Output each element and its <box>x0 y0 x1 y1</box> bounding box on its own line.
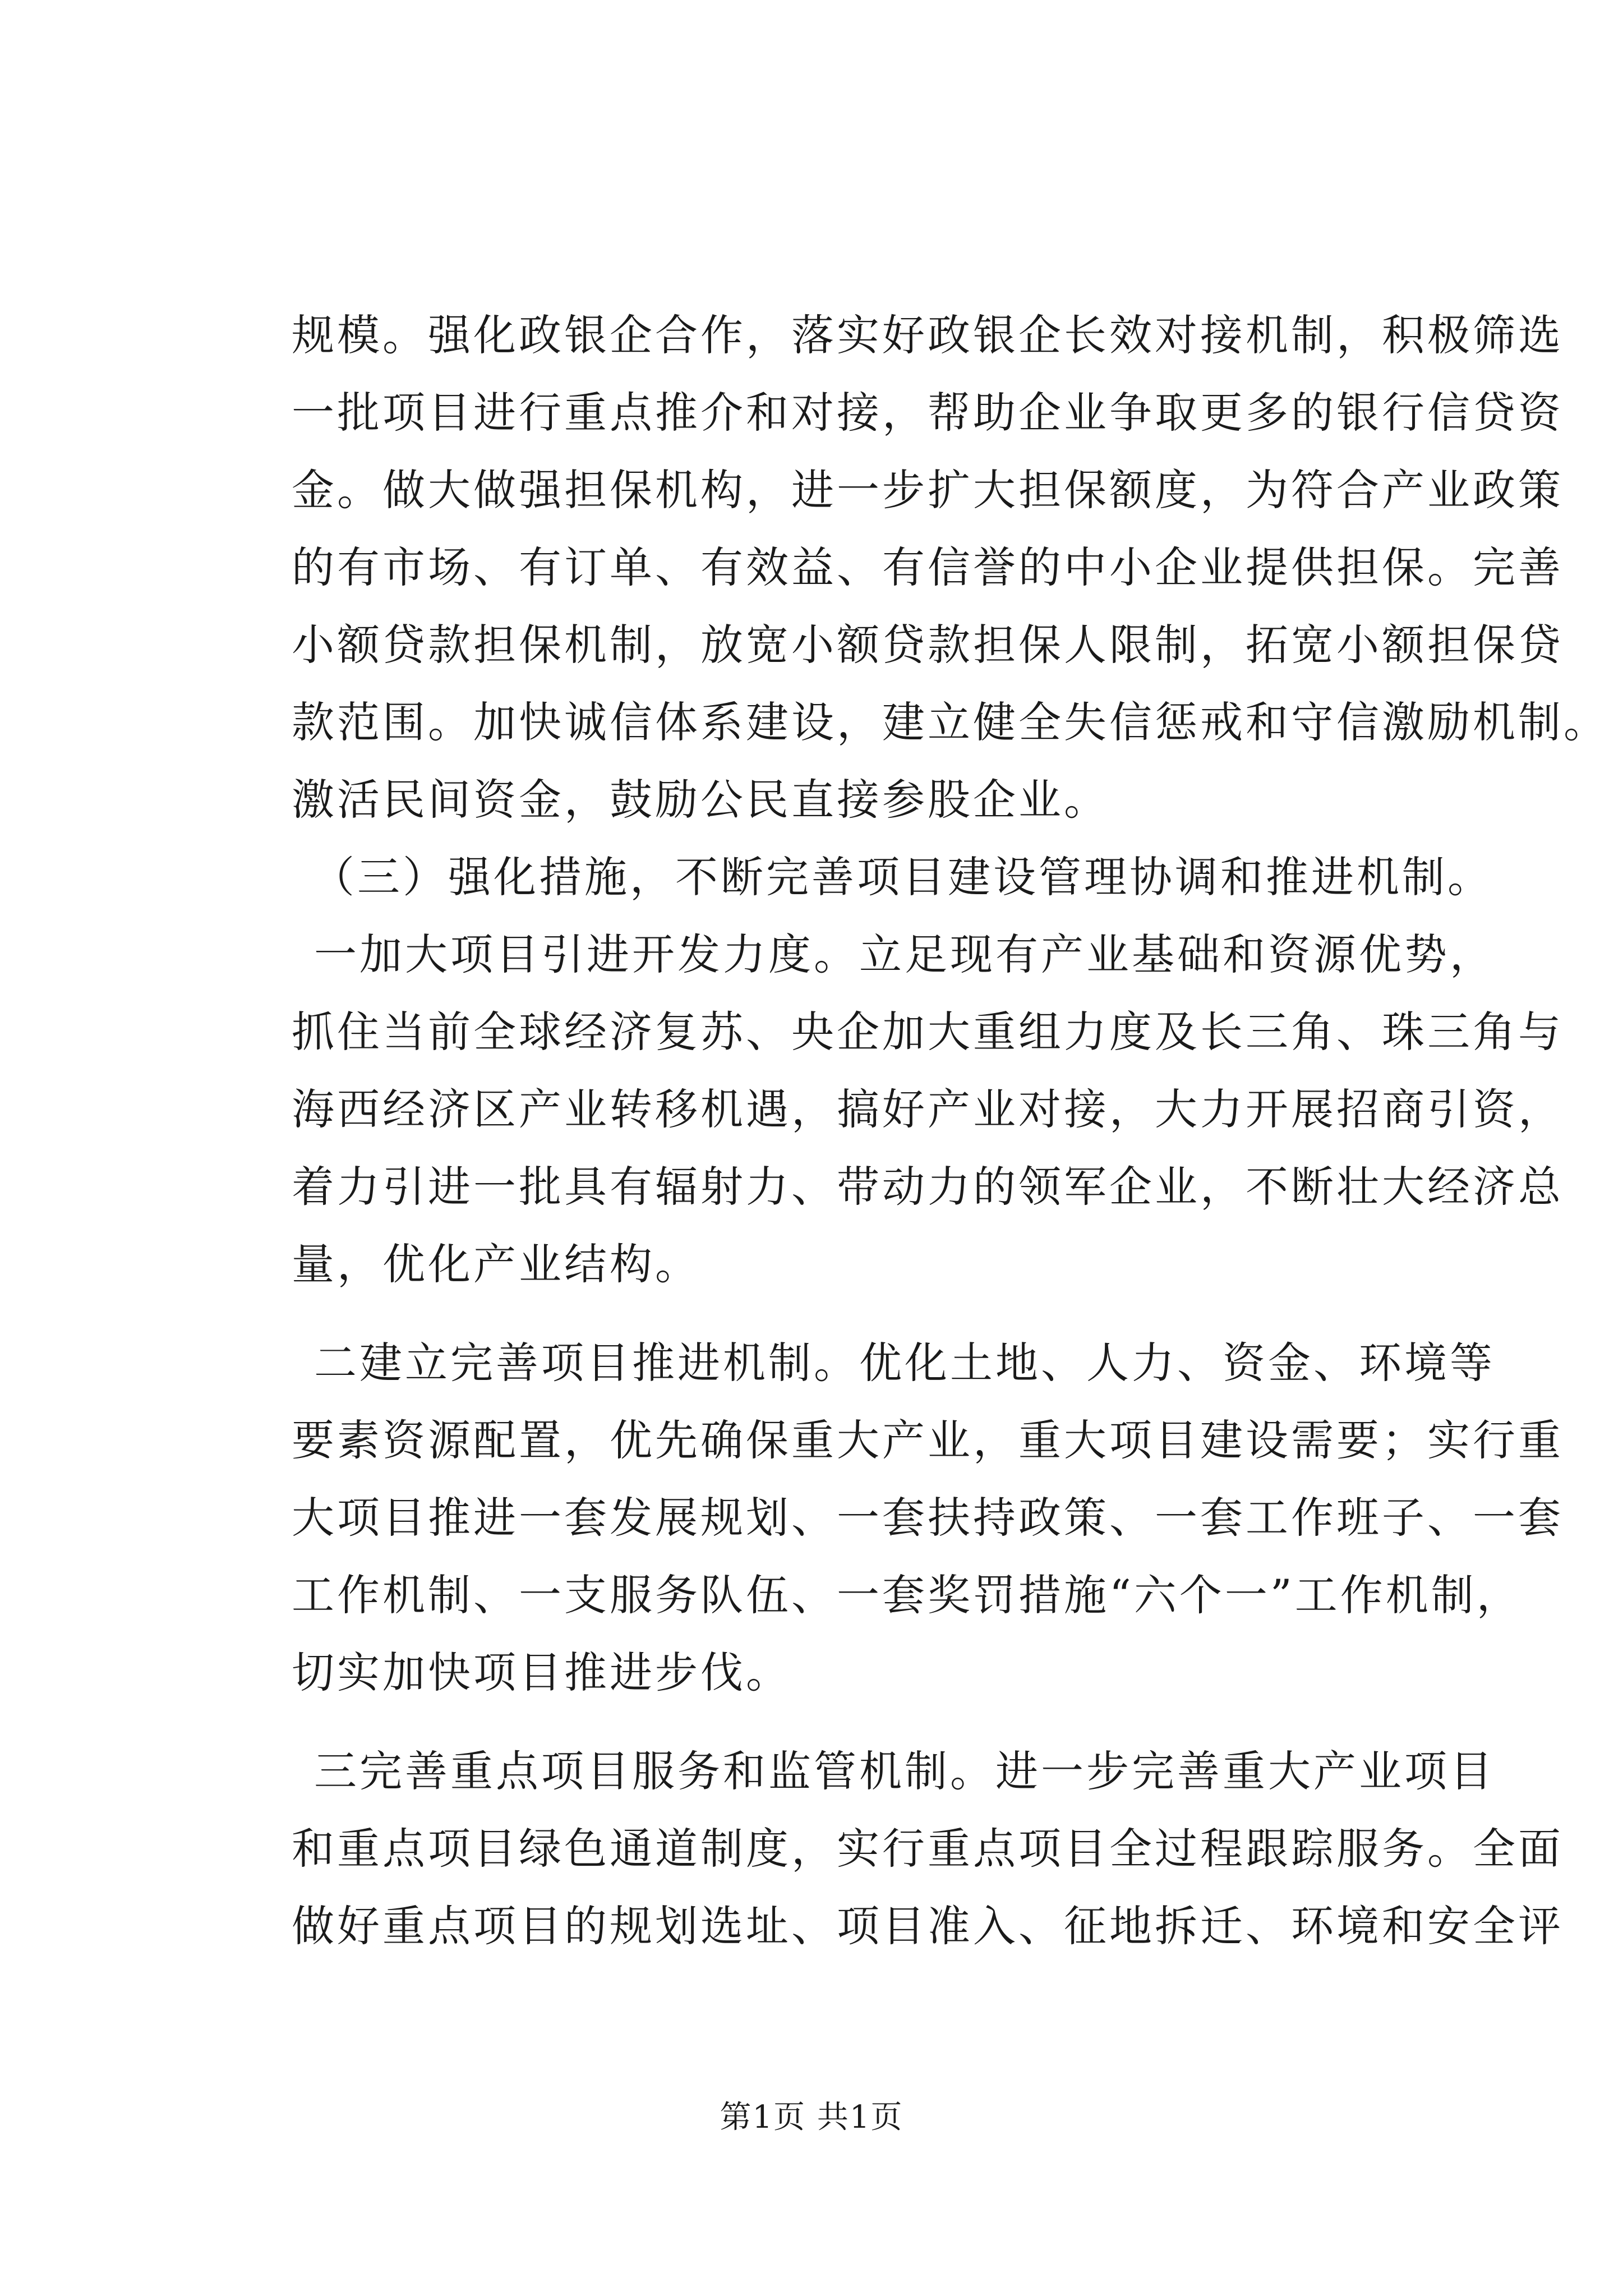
body-text-line: 三完善重点项目服务和监管机制。进一步完善重大产业项目 <box>314 1746 1495 1796</box>
body-text-line: 抓住当前全球经济复苏、央企加大重组力度及长三角、珠三角与 <box>292 1007 1564 1057</box>
body-text-line: 和重点项目绿色通道制度，实行重点项目全过程跟踪服务。全面 <box>292 1824 1564 1874</box>
body-text-line: 一批项目进行重点推介和对接，帮助企业争取更多的银行信贷资 <box>292 388 1564 438</box>
body-text-line: 规模。强化政银企合作，落实好政银企长效对接机制，积极筛选 <box>292 310 1564 360</box>
body-text-line: 大项目推进一套发展规划、一套扶持政策、一套工作班子、一套 <box>292 1493 1564 1543</box>
body-text-line: 切实加快项目推进步伐。 <box>292 1648 791 1697</box>
body-text-line: 一加大项目引进开发力度。立足现有产业基础和资源优势， <box>314 930 1495 979</box>
body-text-line: 量，优化产业结构。 <box>292 1239 700 1289</box>
body-text-line: 二建立完善项目推进机制。优化土地、人力、资金、环境等 <box>314 1338 1495 1388</box>
body-text-line: 工作机制、一支服务队伍、一套奖罚措施“六个一”工作机制， <box>292 1570 1522 1620</box>
body-text-line: 海西经济区产业转移机遇，搞好产业对接，大力开展招商引资， <box>292 1084 1564 1134</box>
section-heading: （三）强化措施，不断完善项目建设管理协调和推进机制。 <box>312 852 1493 902</box>
body-text-line: 激活民间资金，鼓励公民直接参股企业。 <box>292 775 1109 825</box>
body-text-line: 小额贷款担保机制，放宽小额贷款担保人限制，拓宽小额担保贷 <box>292 620 1564 670</box>
body-text-line: 金。做大做强担保机构，进一步扩大担保额度，为符合产业政策 <box>292 465 1564 515</box>
body-text-line: 要素资源配置，优先确保重大产业，重大项目建设需要；实行重 <box>292 1415 1564 1465</box>
body-text-line: 款范围。加快诚信体系建设，建立健全失信惩戒和守信激励机制。 <box>292 697 1609 747</box>
body-text-line: 做好重点项目的规划选址、项目准入、征地拆迁、环境和安全评 <box>292 1901 1564 1951</box>
body-text-line: 的有市场、有订单、有效益、有信誉的中小企业提供担保。完善 <box>292 542 1564 592</box>
body-text-line: 着力引进一批具有辐射力、带动力的领军企业，不断壮大经济总 <box>292 1162 1564 1212</box>
page-footer: 第1页 共1页 <box>720 2099 903 2136</box>
